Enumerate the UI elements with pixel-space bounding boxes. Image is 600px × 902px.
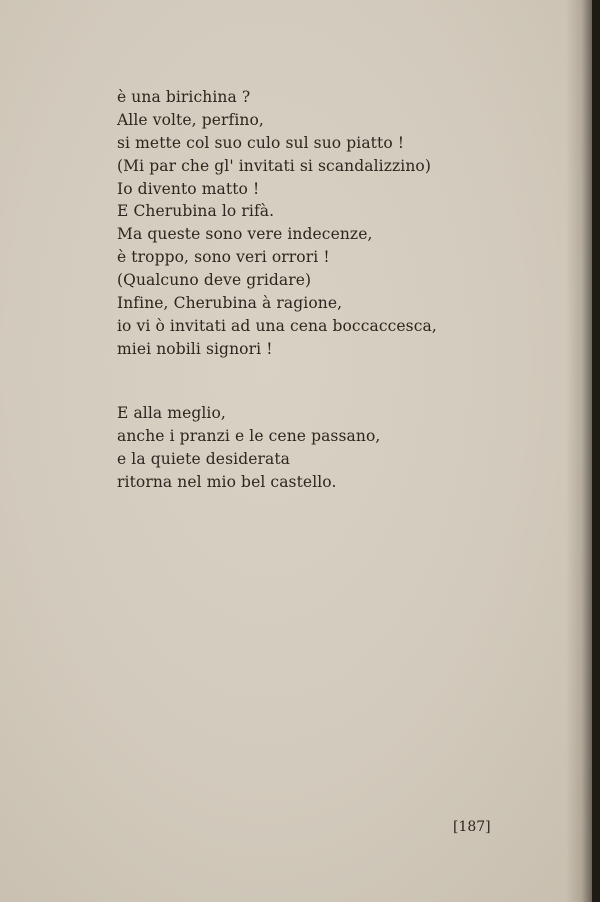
verse-line: Ma queste sono vere indecenze,	[117, 225, 373, 244]
page-edge-shadow	[566, 0, 592, 902]
stanza-1	[117, 86, 437, 361]
verse-line: io vi ò invitati ad una cena boccaccesca,	[117, 316, 437, 335]
verse-line: è troppo, sono veri orrori !	[117, 248, 330, 267]
verse-line: E Cherubina lo rifà.	[117, 202, 275, 221]
verse-line: è una birichina ?	[117, 88, 251, 106]
verse-line: anche i pranzi e le cene passano,	[117, 426, 381, 445]
verse-line: si mette col suo culo sul suo piatto !	[117, 133, 405, 152]
verse-line: e la quiete desiderata	[117, 449, 291, 468]
verse-line: ritorna nel mio bel castello.	[117, 472, 337, 491]
verse-line: E alla meglio,	[117, 404, 226, 422]
verse-line: (Qualcuno deve gridare)	[117, 271, 312, 290]
verse-line: miei nobili signori !	[117, 339, 273, 358]
page-number: [187]	[453, 819, 491, 835]
verse-line: Alle volte, perfino,	[117, 110, 264, 129]
stanza-2	[117, 402, 380, 494]
verse-line: Infine, Cherubina à ragione,	[117, 294, 343, 313]
verse-line: (Mi par che gl' invitati si scandalizzino)	[117, 156, 431, 175]
verse-line: Io divento matto !	[117, 179, 260, 198]
